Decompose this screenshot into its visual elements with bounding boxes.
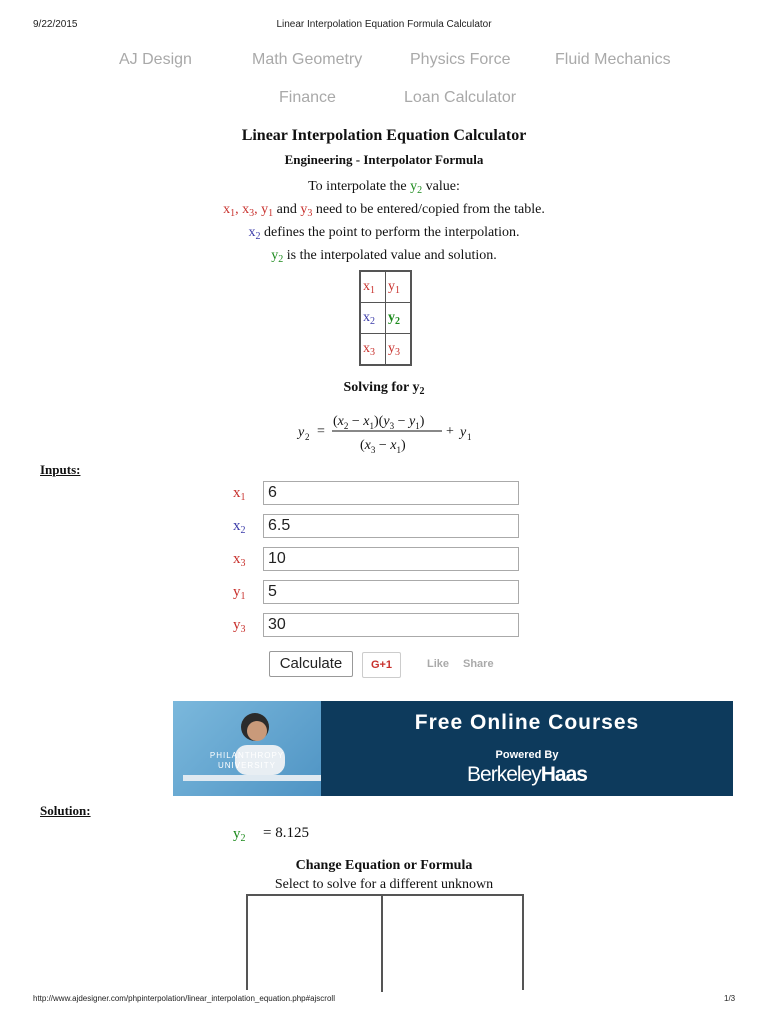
label-y1: $y_1$ [233,584,246,602]
nav-loan-calculator[interactable]: Loan Calculator [404,89,517,106]
page-title: Linear Interpolation Equation Calculator [241,127,527,144]
svg-text:y: y [298,425,305,440]
svg-text:1: 1 [467,432,472,442]
variable-table [359,270,412,366]
ad-image [173,701,321,796]
like-button[interactable]: Like [427,658,450,670]
table-divider [381,896,383,992]
print-title: Linear Interpolation Equation Formula Calculator [276,19,492,30]
svg-text:(x3 − x1): $(x_3 - x_1)$ [360,438,406,455]
cell-y2: $y_2$ [386,303,412,334]
nav-physics-force[interactable]: Physics Force [410,51,511,68]
x1-input[interactable] [263,481,519,505]
nav-fluid-mechanics[interactable]: Fluid Mechanics [555,51,671,68]
y1-input[interactable] [263,580,519,604]
label-y2: $y_2$ [233,826,246,844]
share-button[interactable]: Share [463,658,494,670]
solution-value: = 8.125 [263,825,309,841]
interpolation-formula [290,405,490,457]
x2-input[interactable] [263,514,519,538]
cell-x2: $x_2$ [360,303,386,334]
x3-input[interactable] [263,547,519,571]
google-plus-button[interactable]: G+1 [362,652,401,678]
ad-brand: BerkeleyHaas [467,763,587,786]
print-url: http://www.ajdesigner.com/phpinterpolation/linear_interpolation_equation.php#ajscroll [33,994,335,1003]
print-page-number: 1/3 [724,994,736,1003]
ad-powered-by: Powered By [495,749,559,761]
label-x1: $x_1$ [233,485,246,503]
y3-input[interactable] [263,613,519,637]
print-date: 9/22/2015 [33,19,78,30]
solution-heading: Solution: [40,803,91,818]
calculate-button[interactable]: Calculate [269,651,353,677]
inputs-heading: Inputs: [40,462,81,477]
intro-line-2: $x_1$, $x_3$, $y_1$ and $y_3$ need to be entered/copied from the table. [223,202,545,219]
svg-text:+: + [446,424,454,439]
cell-x3: $x_3$ [360,334,386,366]
nav-finance[interactable]: Finance [279,89,336,106]
change-equation-title: Change Equation or Formula [295,858,473,873]
svg-text:y: y [460,425,467,440]
intro-line-4: $y_2$ is the interpolated value and solution. [271,248,497,265]
cell-y1: $y_1$ [386,271,412,303]
nav-math-geometry[interactable]: Math Geometry [252,51,363,68]
ad-banner[interactable] [173,701,733,796]
change-equation-subtitle: Select to solve for a different unknown [274,877,494,892]
svg-text:2: 2 [305,432,310,442]
page-subtitle: Engineering - Interpolator Formula [284,152,484,167]
nav-aj-design[interactable]: AJ Design [119,51,192,68]
intro-line-1: To interpolate the $y_2$ value: [308,179,460,196]
label-x3: $x_3$ [233,551,246,569]
svg-text:(x2 − x1)(y3 − y1): $(x_2 - x_1)(y_3 - y_1)$ [333,414,425,431]
cell-y3: $y_3$ [386,334,412,366]
formula-selector-table [246,894,524,990]
cell-x1: $x_1$ [360,271,386,303]
solving-for-heading: Solving for $y_2$ [343,380,425,397]
intro-line-3: $x_2$ defines the point to perform the interpolation. [248,225,520,242]
ad-org-name: PHILANTHROPY UNIVERSITY [209,751,285,770]
person-icon [173,701,321,796]
label-x2: $x_2$ [233,518,246,536]
svg-text:=: = [317,424,325,439]
label-y3: $y_3$ [233,617,246,635]
ad-headline: Free Online Courses [414,711,640,734]
